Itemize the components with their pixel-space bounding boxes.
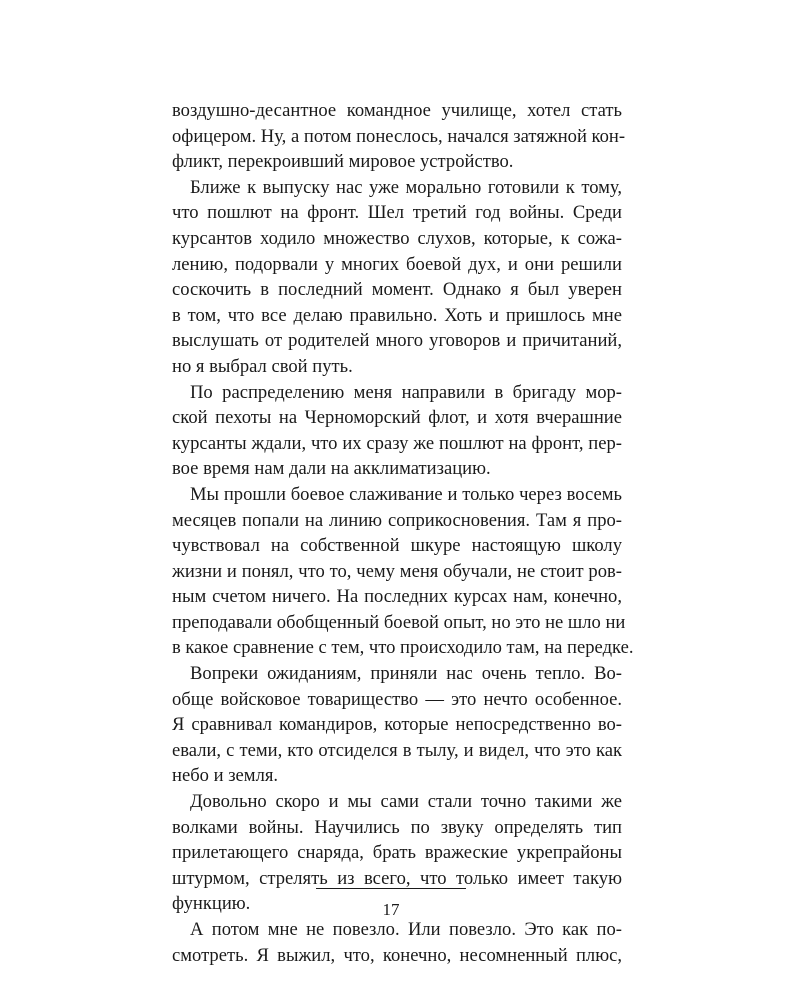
text-line: небо и земля. [172, 765, 279, 787]
body-text [172, 98, 634, 968]
page-number: 17 [382, 900, 400, 919]
text-line: смотреть. Я выжил, что, конечно, несомненный плюс, [172, 944, 622, 966]
text-line: ным счетом ничего. На последних курсах нам, конечно, [172, 586, 622, 608]
text-line: но я выбрал свой путь. [172, 355, 353, 377]
text-line: курсанты ждали, что их сразу же пошлют на фронт, пер- [172, 432, 622, 454]
text-line: соскочить в последний момент. Однако я был уверен [172, 279, 622, 301]
text-line: офицером. Ну, а потом понеслось, начался затяжной кон- [172, 125, 626, 147]
text-line: Довольно скоро и мы сами стали точно такими же [190, 791, 622, 813]
text-line: обще войсковое товарищество — это нечто особенное. [172, 688, 622, 710]
text-line: По распределению меня направили в бригаду мор- [190, 381, 622, 403]
text-line: вое время нам дали на акклиматизацию. [172, 458, 491, 480]
text-line: прилетающего снаряда, брать вражеские укрепрайоны [172, 842, 622, 864]
text-line: Ближе к выпуску нас уже морально готовили к тому, [190, 176, 622, 198]
text-line: Мы прошли боевое слаживание и только через восемь [190, 483, 622, 505]
text-line: преподавали обобщенный боевой опыт, но это не шло ни [172, 611, 626, 633]
text-line: чувствовал на собственной шкуре настоящую школу [172, 535, 622, 557]
text-line: лению, подорвали у многих боевой дух, и они решили [172, 253, 622, 275]
text-line: в том, что все делаю правильно. Хоть и пришлось мне [172, 304, 622, 326]
text-line: евали, с теми, кто отсиделся в тылу, и видел, что это как [172, 739, 622, 761]
text-line: месяцев попали на линию соприкосновения. Там я про- [172, 509, 622, 531]
text-line: фликт, перекроивший мировое устройство. [172, 151, 514, 173]
text-line: курсантов ходило множество слухов, которые, к сожа- [172, 227, 622, 249]
text-line: воздушно-десантное командное училище, хотел стать [172, 100, 622, 121]
text-line: А потом мне не повезло. Или повезло. Это как по- [190, 919, 622, 940]
text-line: волками войны. Научились по звуку определять тип [172, 816, 622, 838]
text-line: штурмом, стрелять из всего, что только имеет такую [172, 867, 622, 889]
text-line: что пошлют на фронт. Шел третий год войны. Среди [172, 202, 622, 224]
text-line: жизни и понял, что то, чему меня обучали, не стоит ров- [172, 560, 622, 582]
text-line: в какое сравнение с тем, что происходило там, на передке. [172, 637, 634, 659]
footer-rule [316, 888, 466, 889]
text-line: Я сравнивал командиров, которые непосредственно во- [172, 714, 622, 736]
text-line: ской пехоты на Черноморский флот, и хотя вчерашние [172, 407, 622, 429]
text-line: функцию. [172, 893, 251, 915]
text-line: выслушать от родителей много уговоров и причитаний, [172, 330, 622, 352]
text-line: Вопреки ожиданиям, приняли нас очень тепло. Во- [190, 663, 622, 685]
